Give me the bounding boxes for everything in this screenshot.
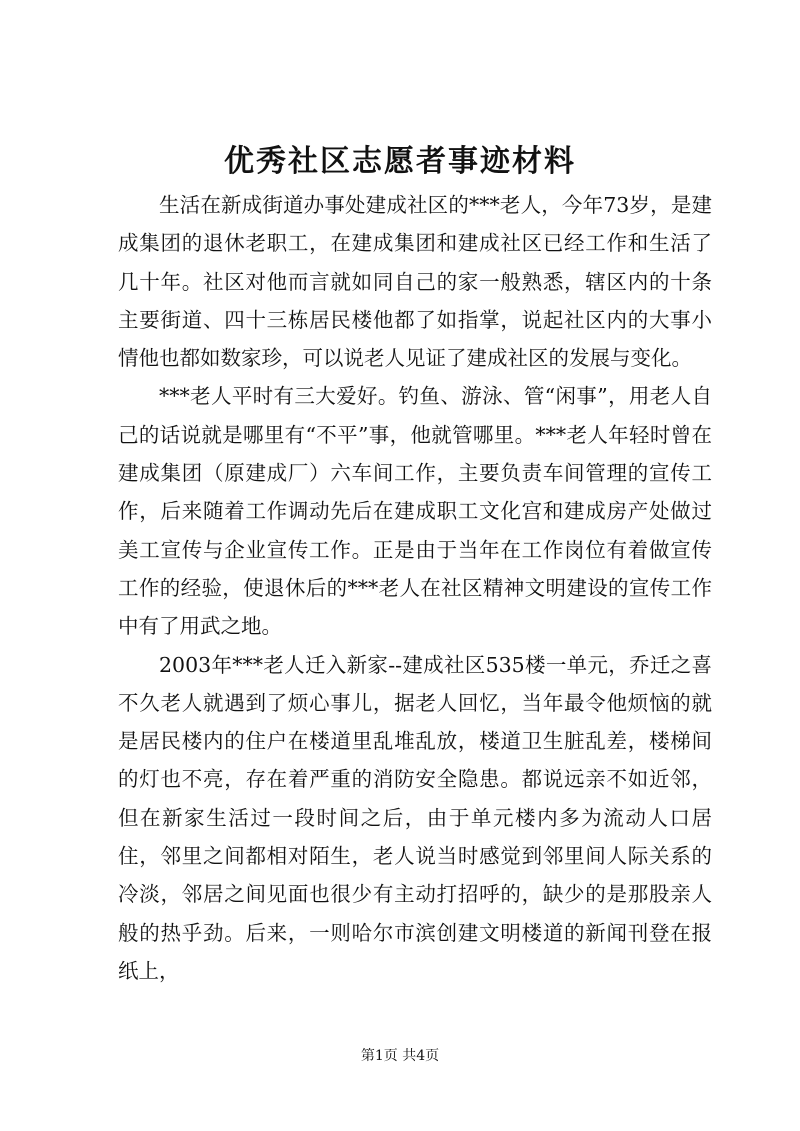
paragraph-1: 生活在新成街道办事处建成社区的***老人，今年73岁，是建成集团的退休老职工，在建成集团和建成社区已经工作和生活了几十年。社区对他而言就如同自己的家一般熟悉，辖区内的十条主要街道、四十三栋居民楼他都了如指掌，说起社区内的大事小情他也都如数家珍，可以说老人见证了建成社区的发展与变化。 bbox=[118, 193, 712, 371]
page-indicator: 第1页 共4页 bbox=[360, 1048, 440, 1064]
document-title: 优秀社区志愿者事迹材料 bbox=[224, 144, 576, 179]
document-body bbox=[118, 186, 712, 990]
paragraph-3: 2003年***老人迁入新家--建成社区535楼一单元，乔迁之喜不久老人就遇到了烦心事儿，据老人回忆，当年最令他烦恼的就是居民楼内的住户在楼道里乱堆乱放，楼道卫生脏乱差，楼梯间的灯也不亮，存在着严重的消防安全隐患。都说远亲不如近邻，但在新家生活过一段时间之后，由于单元楼内多为流动人口居住，邻里之间都相对陌生，老人说当时感觉到邻里间人际关系的冷淡，邻居之间见面也很少有主动打招呼的，缺少的是那股亲人般的热乎劲。后来，一则哈尔市滨创建文明楼道的新闻刊登在报纸上， bbox=[118, 652, 712, 983]
paragraph-2: ***老人平时有三大爱好。钓鱼、游泳、管“闲事”，用老人自己的话说就是哪里有“不平”事，他就管哪里。***老人年轻时曾在建成集团（原建成厂）六车间工作，主要负责车间管理的宣传工作，后来随着工作调动先后在建成职工文化宫和建成房产处做过美工宣传与企业宣传工作。正是由于当年在工作岗位有着做宣传工作的经验，使退休后的***老人在社区精神文明建设的宣传工作中有了用武之地。 bbox=[118, 384, 712, 639]
page-footer bbox=[0, 1046, 800, 1066]
